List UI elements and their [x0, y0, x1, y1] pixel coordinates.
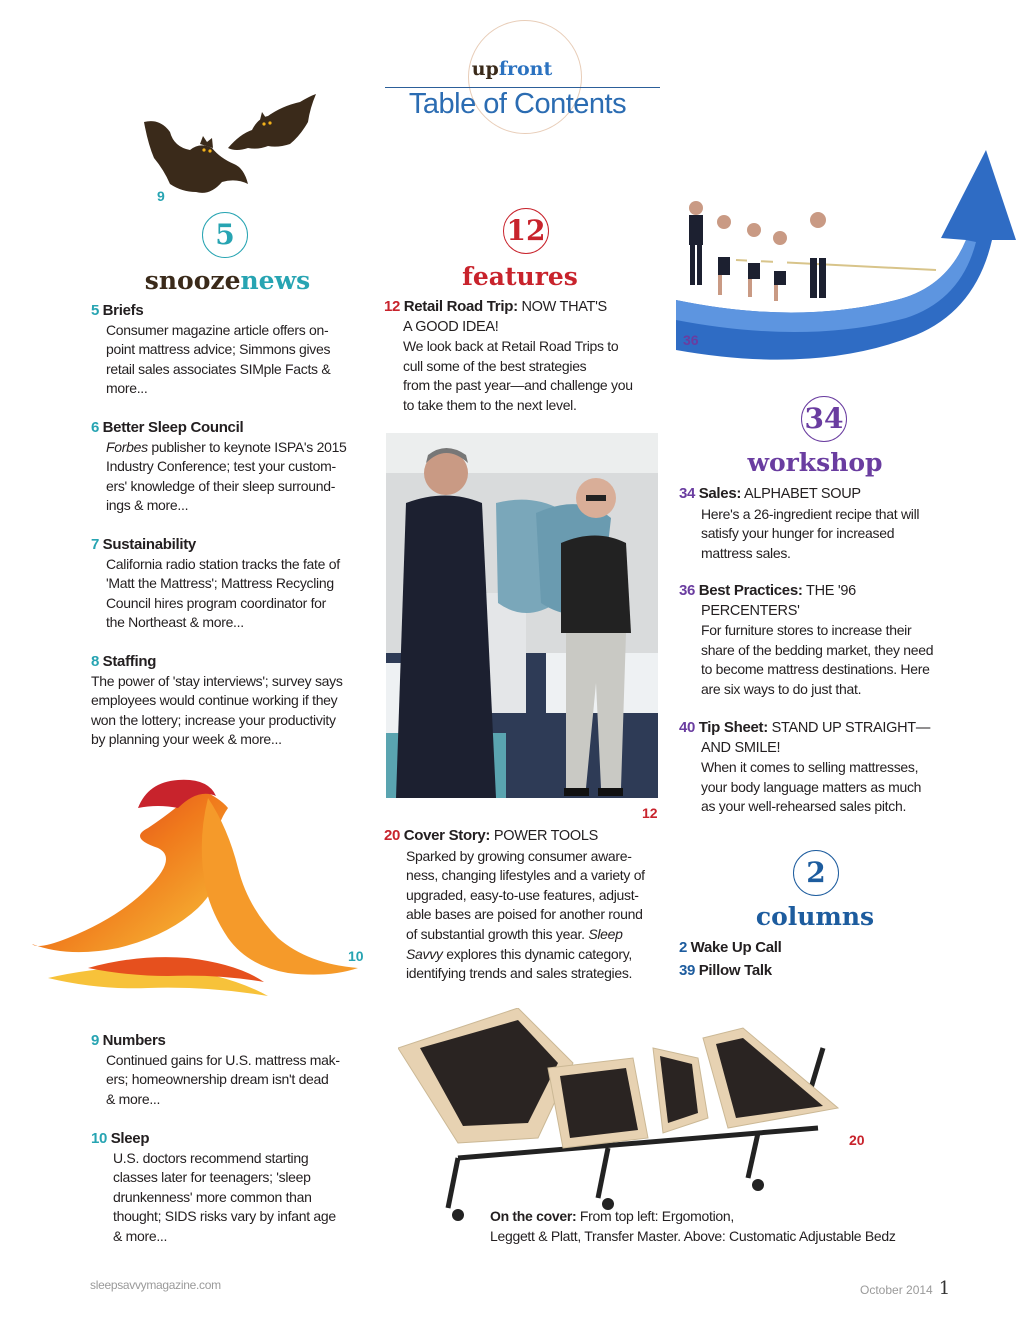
footer-website[interactable]: sleepsavvymagazine.com	[90, 1278, 221, 1292]
flame-woman-illustration	[28, 768, 368, 1004]
toc-entry[interactable]: 12 Retail Road Trip: NOW THAT'S A GOOD IDEA! We look back at Retail Road Trips to cull some of the best strategies from the past year—and challenge you to take them to the next level.	[384, 298, 633, 413]
section-number-badge: 2	[793, 850, 839, 896]
toc-entry[interactable]: 7 Sustainability California radio station tracks the fate of 'Matt the Mattress'; Mattress Recycling Council hires program coordinator for the Northeast & more...	[91, 536, 340, 631]
toc-entry[interactable]: 8 Staffing The power of 'stay interviews'; survey says employees would continue working if they won the lottery; increase your productivity by planning your week & more...	[91, 653, 343, 748]
toc-entry[interactable]: 10 Sleep U.S. doctors recommend starting classes later for teenagers; 'sleep drunkenness' more common than thought; SIDS risks vary by infant age & more...	[91, 1130, 336, 1244]
bats-illustration	[140, 92, 320, 202]
footer-date-page: October 2014 1	[860, 1278, 951, 1299]
toc-entry[interactable]: 34 Sales: ALPHABET SOUP Here's a 26-ingredient recipe that will satisfy your hunger for increased mattress sales.	[679, 485, 920, 561]
tug-of-war-arrow-image	[676, 150, 1016, 380]
toc-entry[interactable]: 5 Briefs Consumer magazine article offers on- point mattress advice; Simmons gives retail sales associates SIMple Facts & more...	[91, 302, 331, 397]
section-title-columns: columns	[755, 902, 875, 931]
image-page-number: 9	[157, 188, 165, 204]
toc-entry[interactable]: 6 Better Sleep Council Forbes publisher to keynote ISPA's 2015 Industry Conference; test your custom- ers' knowledge of their sleep surround- ings & more...	[91, 419, 347, 514]
cover-caption: On the cover: From top left: Ergomotion, Leggett & Platt, Transfer Master. Above: Customatic Adjustable Bedz	[490, 1208, 896, 1244]
image-page-number: 10	[348, 948, 364, 964]
toc-entry[interactable]: 40 Tip Sheet: STAND UP STRAIGHT— AND SMILE! When it comes to selling mattresses, your body language matters as much as your well-rehearsed sales pitch.	[679, 719, 931, 815]
image-page-number: 20	[849, 1132, 865, 1148]
image-page-number: 36	[683, 332, 699, 348]
retail-road-trip-photo	[386, 433, 658, 798]
toc-entry[interactable]: 20 Cover Story: POWER TOOLS Sparked by growing consumer aware- ness, changing lifestyles and a variety of upgraded, easy-to-use features, adjust- able bases are poised for another round of substantial growth this year. Sleep Savvy explores this dynamic category, identifying trends and sales strategies.	[384, 827, 645, 982]
section-number-badge: 34	[801, 396, 847, 442]
page-title: Table of Contents	[408, 88, 627, 120]
section-title-workshop: workshop	[747, 448, 883, 477]
section-number-badge: 5	[202, 212, 248, 258]
toc-entry[interactable]: 2 Wake Up Call	[679, 939, 782, 956]
adjustable-bed-image	[398, 1008, 848, 1226]
section-kicker: upfront	[471, 58, 553, 80]
toc-entry[interactable]: 39 Pillow Talk	[679, 962, 772, 979]
section-number-badge: 12	[503, 208, 549, 254]
toc-entry[interactable]: 36 Best Practices: THE '96 PERCENTERS' For furniture stores to increase their share of the bedding market, they need to become mattress destinations. Here are six ways to do just that.	[679, 582, 934, 697]
toc-entry[interactable]: 9 Numbers Continued gains for U.S. mattress mak- ers; homeownership dream isn't dead & more...	[91, 1032, 340, 1107]
section-title-features: features	[462, 262, 578, 291]
section-title-snoozenews: snoozenews	[144, 266, 311, 295]
image-page-number: 12	[642, 805, 658, 821]
